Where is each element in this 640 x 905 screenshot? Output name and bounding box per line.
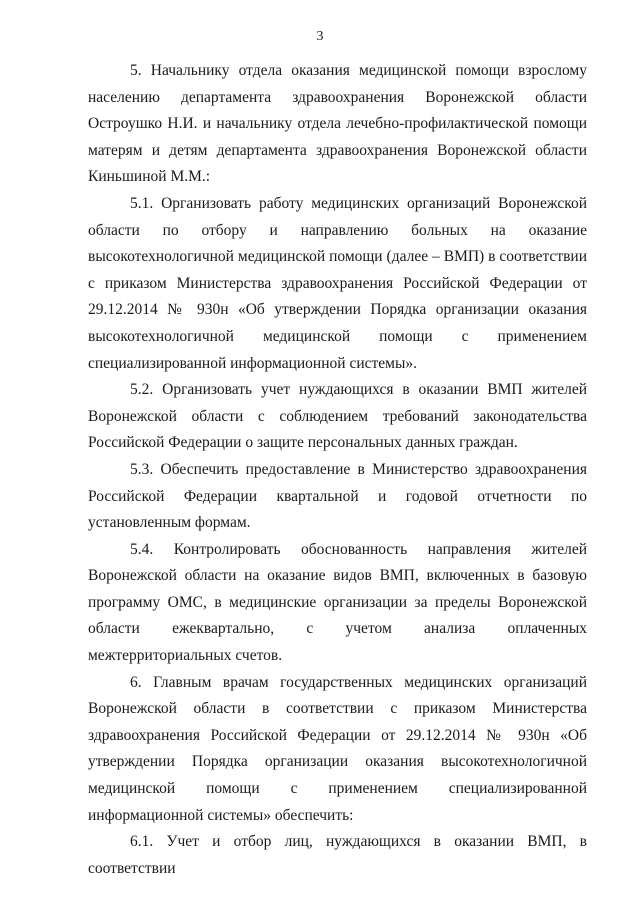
- paragraph-6-1: 6.1. Учет и отбор лиц, нуждающихся в оказании ВМП, в соответствии: [88, 833, 587, 877]
- page-number: 3: [316, 29, 324, 44]
- paragraph-5: 5. Начальнику отдела оказания медицинской помощи взрослому населению департамента здравоохранения Воронежской области Остроушко Н.И. и начальнику отдела лечебно-профилактической помощи матерям и детям департамента здравоохранения Воронежской области Киньшиной М.М.:: [88, 62, 587, 186]
- paragraph-5-3: 5.3. Обеспечить предоставление в Министерство здравоохранения Российской Федерации квартальной и годовой отчетности по установленным формам.: [88, 460, 587, 532]
- paragraph-5-1: 5.1. Организовать работу медицинских организаций Воронежской области по отбору и направлению больных на оказание высокотехнологичной медицинской помощи (далее – ВМП) в соответствии с приказом Министерства здравоохранения Российской Федерации от 29.12.2014 № 930н «Об утверждении Порядка организации оказания высокотехнологичной медицинской помощи с применением специализированной информационной системы».: [88, 194, 587, 372]
- document-body: [88, 58, 587, 882]
- paragraph-5-2: 5.2. Организовать учет нуждающихся в оказании ВМП жителей Воронежской области с соблюдением требований законодательства Российской Федерации о защите персональных данных граждан.: [88, 381, 587, 452]
- paragraph-5-4: 5.4. Контролировать обоснованность направления жителей Воронежской области на оказание видов ВМП, включенных в базовую программу ОМС, в медицинские организации за пределы Воронежской области ежеквартально, с учетом анализа оплаченных межтерриториальных счетов.: [88, 540, 587, 665]
- paragraph-6: 6. Главным врачам государственных медицинских организаций Воронежской области в соответствии с приказом Министерства здравоохранения Российской Федерации от 29.12.2014 № 930н «Об утверждении Порядка организации оказания высокотехнологичной медицинской помощи с применением специализированной информационной системы» обеспечить:: [88, 673, 587, 824]
